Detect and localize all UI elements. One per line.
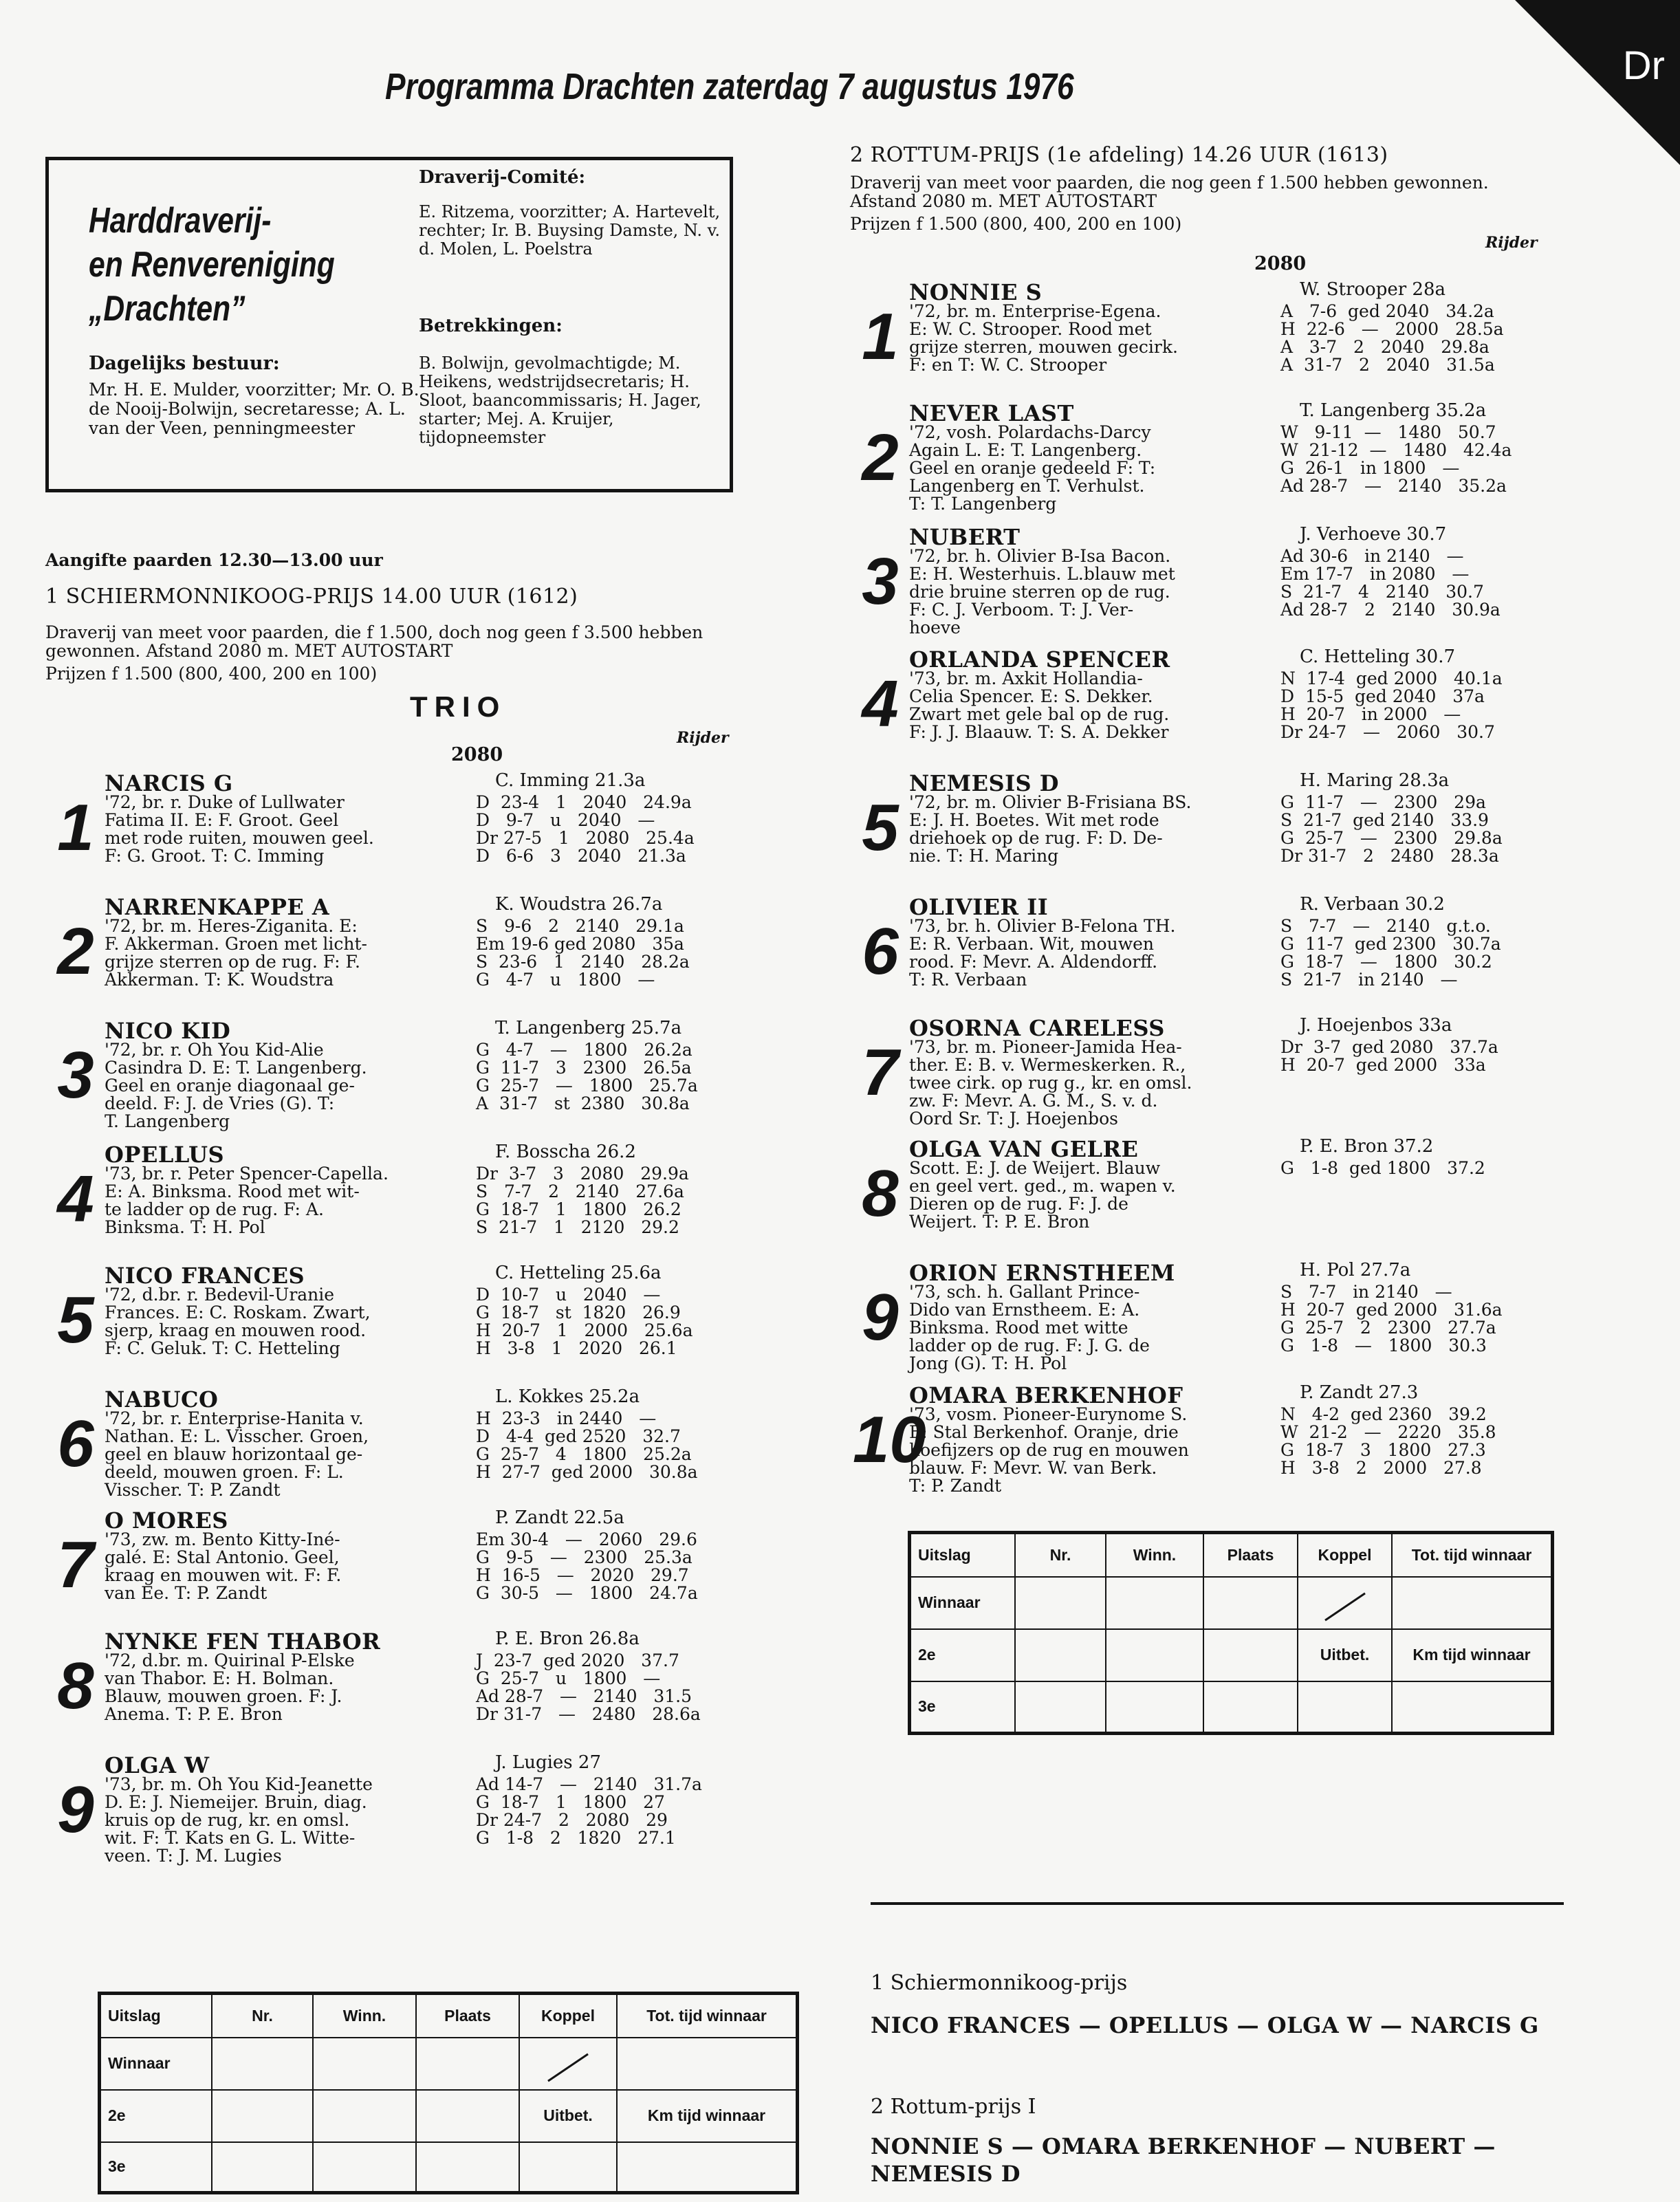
horse-performance: Dr 3-7 3 2080 29.9a S 7-7 2 2140 27.6a G 18-7 1 1800 26.2 S 21-7 1 2120 29.2 xyxy=(476,1164,689,1237)
association-name-line: Harddraverij- xyxy=(89,201,272,241)
cell[interactable] xyxy=(1106,1629,1203,1681)
km-tijd-label: Km tijd winnaar xyxy=(1392,1629,1553,1681)
race2-rider-label: Rijder xyxy=(1485,234,1538,252)
race1-distance: 2080 xyxy=(451,744,503,765)
race1-description: Draverij van meet voor paarden, die f 1.500, doch nog geen f 3.500 hebben gewonnen. Afstand 2080 m. MET AUTOSTART xyxy=(45,622,703,661)
horse-performance: N 4-2 ged 2360 39.2 W 21-2 — 2220 35.8 G 18-7 3 1800 27.3 H 3-8 2 2000 27.8 xyxy=(1280,1404,1496,1478)
cell[interactable] xyxy=(1203,1629,1298,1681)
col-koppel: Koppel xyxy=(1298,1533,1392,1577)
horse-description: '73, br. m. Oh You Kid-Jeanette D. E: J. Niemeijer. Bruin, diag. kruis op de rug, kr. en omsl. wit. F: T. Kats en G. L. Witte- veen. T: J. M. Lugies xyxy=(105,1774,373,1866)
cell[interactable] xyxy=(212,2090,313,2142)
horse-entry xyxy=(48,1507,708,1631)
cell[interactable] xyxy=(519,2142,617,2193)
race2-distance: 2080 xyxy=(1254,253,1307,274)
col-plaats: Plaats xyxy=(416,1994,519,2038)
cell[interactable] xyxy=(212,2142,313,2193)
horse-description: '73, zw. m. Bento Kitty-Iné- galé. E: Stal Antonio. Geel, kraag en mouwen wit. F: F. van Ee. T: P. Zandt xyxy=(105,1529,342,1603)
koppel-slash-cell xyxy=(1298,1577,1392,1629)
row-2e: 2e xyxy=(910,1629,1016,1681)
horse-rider: P. Zandt 22.5a xyxy=(495,1507,624,1528)
cell[interactable] xyxy=(416,2038,519,2090)
comite-heading: Draverij-Comité: xyxy=(419,167,586,188)
horse-description: '72, d.br. m. Quirinal P-Elske van Thabor. E: H. Bolman. Blauw, mouwen groen. F: J. Anema. T: P. E. Bron xyxy=(105,1650,355,1724)
cell[interactable] xyxy=(1015,1681,1106,1734)
horse-number: 2 xyxy=(862,421,899,494)
horse-description: Scott. E: J. de Weijert. Blauw en geel vert. ged., m. wapen v. Dieren op de rug. F: J. de Weijert. T: P. E. Bron xyxy=(909,1158,1176,1232)
horse-number: 3 xyxy=(57,1038,94,1112)
horse-number: 4 xyxy=(862,667,899,741)
race1-heading: 1 SCHIERMONNIKOOG-PRIJS 14.00 UUR (1612) xyxy=(45,585,578,609)
horse-performance: S 7-7 in 2140 — H 20-7 ged 2000 31.6a G 25-7 2 2300 27.7a G 1-8 — 1800 30.3 xyxy=(1280,1282,1503,1355)
race2-prizes: Prijzen f 1.500 (800, 400, 200 en 100) xyxy=(850,214,1182,234)
horse-entry xyxy=(853,524,1513,648)
horse-name: OPELLUS xyxy=(105,1142,225,1168)
race1-result: NICO FRANCES — OPELLUS — OLGA W — NARCIS G xyxy=(871,2012,1539,2038)
comite-text: E. Ritzema, voorzitter; A. Hartevelt, rechter; Ir. B. Buysing Damste, N. v. d. Molen, L. Poelstra xyxy=(419,202,721,259)
horse-rider: L. Kokkes 25.2a xyxy=(495,1386,640,1407)
horse-performance: Ad 14-7 — 2140 31.7a G 18-7 1 1800 27 Dr 24-7 2 2080 29 G 1-8 2 1820 27.1 xyxy=(476,1774,702,1848)
race1-rider-label: Rijder xyxy=(677,729,729,747)
horse-number: 5 xyxy=(57,1283,94,1357)
race1-result-label: 1 Schiermonnikoog-prijs xyxy=(871,1971,1128,1995)
horse-performance: W 9-11 — 1480 50.7 W 21-12 — 1480 42.4a G 26-1 in 1800 — Ad 28-7 — 2140 35.2a xyxy=(1280,422,1512,496)
horse-number: 4 xyxy=(57,1162,94,1236)
horse-rider: H. Maring 28.3a xyxy=(1300,770,1450,791)
horse-description: '73, vosm. Pioneer-Eurynome S. E: Stal Berkenhof. Oranje, drie hoefijzers op de rug en mouwen blauw. F: Mevr. W. van Berk. T: P. Zandt xyxy=(909,1404,1189,1496)
horse-entry xyxy=(853,646,1513,770)
col-uitslag: Uitslag xyxy=(910,1533,1016,1577)
col-tot-tijd: Tot. tijd winnaar xyxy=(617,1994,798,2038)
horse-performance: H 23-3 in 2440 — D 4-4 ged 2520 32.7 G 25-7 4 1800 25.2a H 27-7 ged 2000 30.8a xyxy=(476,1408,698,1482)
horse-entry xyxy=(853,1015,1513,1139)
race2-description: Draverij van meet voor paarden, die nog geen f 1.500 hebben gewonnen. Afstand 2080 m. MET AUTOSTART xyxy=(850,173,1489,211)
horse-rider: R. Verbaan 30.2 xyxy=(1300,894,1445,915)
board-text: Mr. H. E. Mulder, voorzitter; Mr. O. B. de Nooij-Bolwijn, secretaresse; A. L. van der Veen, penningmeester xyxy=(89,380,419,438)
horse-performance: G 4-7 — 1800 26.2a G 11-7 3 2300 26.5a G 25-7 — 1800 25.7a A 31-7 st 2380 30.8a xyxy=(476,1040,698,1113)
horse-entry xyxy=(48,1628,708,1752)
horse-rider: K. Woudstra 26.7a xyxy=(495,894,663,915)
horse-entry xyxy=(48,1018,708,1142)
cell[interactable] xyxy=(416,2090,519,2142)
koppel-slash-cell xyxy=(519,2038,617,2090)
horse-performance: J 23-7 ged 2020 37.7 G 25-7 u 1800 — Ad 28-7 — 2140 31.5 Dr 31-7 — 2480 28.6a xyxy=(476,1650,701,1724)
horse-number: 5 xyxy=(862,791,899,864)
horse-entry xyxy=(48,1752,708,1876)
horse-entry xyxy=(48,1142,708,1265)
aangifte-note: Aangifte paarden 12.30—13.00 uur xyxy=(45,550,383,570)
horse-rider: J. Hoejenbos 33a xyxy=(1300,1015,1452,1036)
horse-entry xyxy=(853,1382,1513,1506)
horse-performance: G 11-7 — 2300 29a S 21-7 ged 2140 33.9 G 25-7 — 2300 29.8a Dr 31-7 2 2480 28.3a xyxy=(1280,792,1503,866)
betrekkingen-text: B. Bolwijn, gevolmachtigde; M. Heikens, wedstrijdsecretaris; H. Sloot, baancommissaris; H. Jager, starter; Mej. A. Kruijer, tijdopneemster xyxy=(419,353,701,447)
km-tijd-label: Km tijd winnaar xyxy=(617,2090,798,2142)
cell[interactable] xyxy=(1015,1629,1106,1681)
col-nr: Nr. xyxy=(1015,1533,1106,1577)
horse-rider: T. Langenberg 35.2a xyxy=(1300,400,1487,421)
horse-description: '73, br. r. Peter Spencer-Capella. E: A. Binksma. Rood met wit- te ladder op de rug. F: A. Binksma. T: H. Pol xyxy=(105,1164,389,1237)
horse-rider: P. E. Bron 37.2 xyxy=(1300,1136,1434,1157)
col-nr: Nr. xyxy=(212,1994,313,2038)
cell[interactable] xyxy=(1106,1577,1203,1629)
horse-rider: P. Zandt 27.3 xyxy=(1300,1382,1419,1403)
horse-performance: N 17-4 ged 2000 40.1a D 15-5 ged 2040 37a H 20-7 in 2000 — Dr 24-7 — 2060 30.7 xyxy=(1280,668,1503,742)
race2-result-label: 2 Rottum-prijs I xyxy=(871,2095,1036,2119)
horse-name: NONNIE S xyxy=(909,279,1043,305)
horse-description: '72, br. r. Duke of Lullwater Fatima II. E: F. Groot. Geel met rode ruiten, mouwen geel. F: G. Groot. T: C. Imming xyxy=(105,792,374,866)
col-koppel: Koppel xyxy=(519,1994,617,2038)
association-name-line: „Drachten” xyxy=(89,289,246,329)
horse-number: 1 xyxy=(862,300,899,373)
row-3e: 3e xyxy=(910,1681,1016,1734)
results-divider xyxy=(871,1902,1564,1905)
horse-name: OLGA VAN GELRE xyxy=(909,1136,1139,1162)
race2-result-line1: NONNIE S — OMARA BERKENHOF — NUBERT — xyxy=(871,2133,1496,2159)
horse-entry xyxy=(853,279,1513,403)
horse-description: '72, br. r. Enterprise-Hanita v. Nathan. E: L. Visscher. Groen, geel en blauw horizontaal ge- deeld, mouwen groen. F: L. Visscher. T: P. Zandt xyxy=(105,1408,369,1500)
cell[interactable] xyxy=(1106,1681,1203,1734)
horse-number: 7 xyxy=(862,1036,899,1109)
horse-name: OSORNA CARELESS xyxy=(909,1015,1165,1041)
horse-entry xyxy=(48,770,708,894)
betrekkingen-heading: Betrekkingen: xyxy=(419,316,563,336)
corner-tab-label: Dr xyxy=(1622,43,1665,88)
horse-description: '73, br. m. Axkit Hollandia- Celia Spencer. E: S. Dekker. Zwart met gele bal op de rug. F: J. J. Blaauw. T: S. A. Dekker xyxy=(909,668,1170,742)
horse-rider: P. E. Bron 26.8a xyxy=(495,1628,640,1649)
row-3e: 3e xyxy=(100,2142,212,2193)
horse-rider: J. Verhoeve 30.7 xyxy=(1300,524,1447,545)
horse-rider: W. Strooper 28a xyxy=(1300,279,1446,300)
horse-performance: S 7-7 — 2140 g.t.o. G 11-7 ged 2300 30.7a G 18-7 — 1800 30.2 S 21-7 in 2140 — xyxy=(1280,916,1501,990)
horse-name: NARRENKAPPE A xyxy=(105,894,330,920)
cell[interactable] xyxy=(416,2142,519,2193)
horse-number: 6 xyxy=(862,915,899,988)
horse-rider: J. Lugies 27 xyxy=(495,1752,601,1773)
horse-description: '72, br. m. Olivier B-Frisiana BS. E: J. H. Boetes. Wit met rode driehoek op de rug. F: D. De- nie. T: H. Maring xyxy=(909,792,1192,866)
horse-name: NEMESIS D xyxy=(909,770,1060,796)
horse-number: 10 xyxy=(853,1403,926,1476)
horse-performance: G 1-8 ged 1800 37.2 xyxy=(1280,1158,1485,1178)
horse-rider: T. Langenberg 25.7a xyxy=(495,1018,682,1038)
horse-description: '72, d.br. r. Bedevil-Uranie Frances. E: C. Roskam. Zwart, sjerp, kraag en mouwen rood. F: C. Geluk. T: C. Hetteling xyxy=(105,1285,371,1358)
uitbet-label: Uitbet. xyxy=(519,2090,617,2142)
horse-performance: S 9-6 2 2140 29.1a Em 19-6 ged 2080 35a S 23-6 1 2140 28.2a G 4-7 u 1800 — xyxy=(476,916,690,990)
horse-performance: A 7-6 ged 2040 34.2a H 22-6 — 2000 28.5a A 3-7 2 2040 29.8a A 31-7 2 2040 31.5a xyxy=(1280,301,1504,375)
col-plaats: Plaats xyxy=(1203,1533,1298,1577)
association-box xyxy=(45,157,733,492)
horse-name: NUBERT xyxy=(909,524,1021,550)
race2-result-line2: NEMESIS D xyxy=(871,2161,1021,2187)
association-name-line: en Renvereniging xyxy=(89,245,335,285)
horse-entry xyxy=(853,1260,1513,1384)
horse-description: '72, vosh. Polardachs-Darcy Again L. E: T. Langenberg. Geel en oranje gedeeld F: T: Langenberg en T. Verhulst. T: T. Langenberg xyxy=(909,422,1156,514)
cell[interactable] xyxy=(1203,1577,1298,1629)
row-2e: 2e xyxy=(100,2090,212,2142)
horse-name: ORION ERNSTHEEM xyxy=(909,1260,1175,1286)
horse-name: ORLANDA SPENCER xyxy=(909,646,1170,673)
horse-rider: C. Hetteling 30.7 xyxy=(1300,646,1456,667)
horse-name: O MORES xyxy=(105,1507,228,1534)
horse-description: '72, br. r. Oh You Kid-Alie Casindra D. E: T. Langenberg. Geel en oranje diagonaal ge- deeld. F: J. de Vries (G). T: T. Langenberg xyxy=(105,1040,367,1131)
row-winnaar: Winnaar xyxy=(100,2038,212,2090)
race2-heading: 2 ROTTUM-PRIJS (1e afdeling) 14.26 UUR (1613) xyxy=(850,143,1388,167)
horse-name: NICO KID xyxy=(105,1018,231,1044)
horse-description: '73, br. h. Olivier B-Felona TH. E: R. Verbaan. Wit, mouwen rood. F: Mevr. A. Aldendorff. T: R. Verbaan xyxy=(909,916,1176,990)
horse-entry xyxy=(48,1263,708,1386)
horse-rider: H. Pol 27.7a xyxy=(1300,1260,1411,1280)
horse-description: '73, sch. h. Gallant Prince- Dido van Ernstheem. E: A. Binksma. Rood met witte ladder op de rug. F: J. G. de Jong (G). T: H. Pol xyxy=(909,1282,1150,1373)
horse-number: 9 xyxy=(862,1280,899,1354)
cell[interactable] xyxy=(212,2038,313,2090)
race2-result-table xyxy=(908,1531,1554,1735)
horse-performance: Dr 3-7 ged 2080 37.7a H 20-7 ged 2000 33a xyxy=(1280,1037,1498,1075)
horse-performance: Em 30-4 — 2060 29.6 G 9-5 — 2300 25.3a H 16-5 — 2020 29.7 G 30-5 — 1800 24.7a xyxy=(476,1529,698,1603)
cell[interactable] xyxy=(1015,1577,1106,1629)
horse-number: 8 xyxy=(862,1157,899,1230)
race1-result-table xyxy=(98,1992,799,2194)
horse-rider: C. Imming 21.3a xyxy=(495,770,646,791)
horse-entry xyxy=(48,1386,708,1510)
horse-name: NARCIS G xyxy=(105,770,233,796)
trio-label: TRIO xyxy=(410,690,507,723)
horse-entry xyxy=(853,770,1513,894)
horse-performance: D 23-4 1 2040 24.9a D 9-7 u 2040 — Dr 27-5 1 2080 25.4a D 6-6 3 2040 21.3a xyxy=(476,792,695,866)
cell[interactable] xyxy=(313,2142,416,2193)
page-title: Programma Drachten zaterdag 7 augustus 1976 xyxy=(385,66,1074,107)
horse-rider: C. Hetteling 25.6a xyxy=(495,1263,662,1283)
race1-prizes: Prijzen f 1.500 (800, 400, 200 en 100) xyxy=(45,664,378,684)
horse-number: 3 xyxy=(862,545,899,618)
row-winnaar: Winnaar xyxy=(910,1577,1016,1629)
horse-name: OLGA W xyxy=(105,1752,210,1778)
horse-entry xyxy=(853,1136,1513,1260)
horse-number: 8 xyxy=(57,1649,94,1723)
cell[interactable] xyxy=(1203,1681,1298,1734)
col-winn: Winn. xyxy=(313,1994,416,2038)
cell[interactable] xyxy=(1392,1577,1553,1629)
uitbet-label: Uitbet. xyxy=(1298,1629,1392,1681)
col-winn: Winn. xyxy=(1106,1533,1203,1577)
horse-name: OLIVIER II xyxy=(909,894,1049,920)
horse-rider: F. Bosscha 26.2 xyxy=(495,1142,636,1162)
cell[interactable] xyxy=(313,2090,416,2142)
cell[interactable] xyxy=(1392,1681,1553,1734)
cell[interactable] xyxy=(617,2142,798,2193)
col-uitslag: Uitslag xyxy=(100,1994,212,2038)
horse-name: NYNKE FEN THABOR xyxy=(105,1628,381,1655)
association-name xyxy=(89,199,335,331)
horse-number: 7 xyxy=(57,1528,94,1602)
horse-description: '73, br. m. Pioneer-Jamida Hea- ther. E: B. v. Wermeskerken. R., twee cirk. op rug g., kr. en omsl. zw. F: Mevr. A. G. M., S. v. d. Oord Sr. T: J. Hoejenbos xyxy=(909,1037,1192,1129)
horse-description: '72, br. m. Enterprise-Egena. E: W. C. Strooper. Rood met grijze sterren, mouwen gecirk. F: en T: W. C. Strooper xyxy=(909,301,1178,375)
horse-name: NICO FRANCES xyxy=(105,1263,305,1289)
horse-entry xyxy=(48,894,708,1018)
horse-number: 9 xyxy=(57,1773,94,1846)
cell[interactable] xyxy=(617,2038,798,2090)
horse-performance: Ad 30-6 in 2140 — Em 17-7 in 2080 — S 21-7 4 2140 30.7 Ad 28-7 2 2140 30.9a xyxy=(1280,546,1501,620)
col-tot-tijd: Tot. tijd winnaar xyxy=(1392,1533,1553,1577)
horse-entry xyxy=(853,400,1513,524)
horse-number: 2 xyxy=(57,915,94,988)
horse-performance: D 10-7 u 2040 — G 18-7 st 1820 26.9 H 20-7 1 2000 25.6a H 3-8 1 2020 26.1 xyxy=(476,1285,693,1358)
horse-number: 6 xyxy=(57,1407,94,1481)
horse-entry xyxy=(853,894,1513,1018)
cell[interactable] xyxy=(313,2038,416,2090)
horse-description: '72, br. h. Olivier B-Isa Bacon. E: H. Westerhuis. L.blauw met drie bruine sterren op de rug. F: C. J. Verboom. T: J. Ver- hoeve xyxy=(909,546,1175,637)
horse-name: OMARA BERKENHOF xyxy=(909,1382,1183,1408)
board-heading: Dagelijks bestuur: xyxy=(89,353,280,374)
cell[interactable] xyxy=(1298,1681,1392,1734)
horse-description: '72, br. m. Heres-Ziganita. E: F. Akkerman. Groen met licht- grijze sterren op de rug. F: F. Akkerman. T: K. Woudstra xyxy=(105,916,367,990)
horse-name: NABUCO xyxy=(105,1386,219,1413)
horse-number: 1 xyxy=(57,791,94,864)
horse-name: NEVER LAST xyxy=(909,400,1074,426)
